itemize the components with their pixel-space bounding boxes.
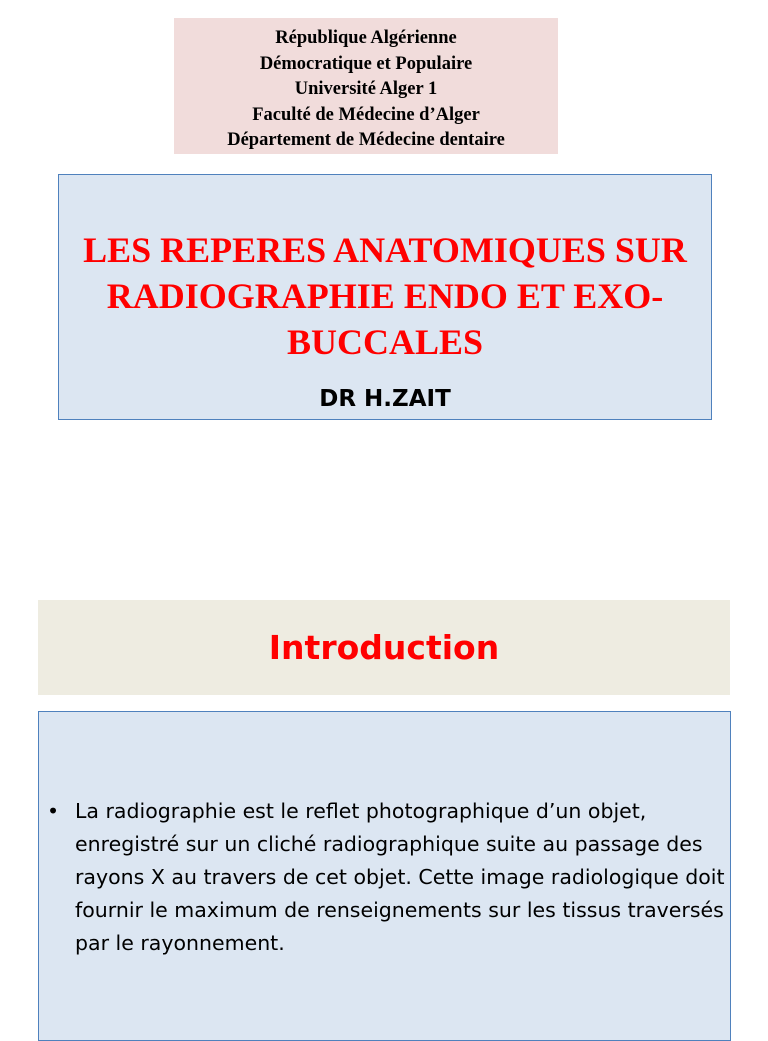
title-slide-box (58, 174, 712, 420)
author-name: DR H.ZAIT (319, 386, 451, 412)
institution-line-regime: Démocratique et Populaire (259, 53, 473, 74)
main-title: LES REPERES ANATOMIQUES SUR RADIOGRAPHIE ENDO ET EXO-BUCCALES (83, 230, 687, 362)
institution-line-university: Université Alger 1 (294, 79, 438, 99)
bullet-item (47, 795, 727, 960)
intro-heading: Introduction (268, 628, 500, 667)
institution-line-faculty: Faculté de Médecine d’Alger (252, 104, 480, 125)
bullet-marker: • (47, 799, 60, 823)
intro-content-box (38, 711, 731, 1041)
institution-line-country: République Algérienne (275, 28, 457, 48)
institution-header (174, 18, 558, 154)
institution-line-department: Département de Médecine dentaire (227, 130, 505, 150)
intro-heading-box (38, 600, 730, 695)
bullet-text: La radiographie est le reflet photographique d’un objet, enregistré sur un cliché radiographique suite au passage des rayons X au travers de cet objet. Cette image radiologique doit fournir le maximum de renseignements sur les tissus traversés par le rayonnement. (75, 799, 725, 955)
